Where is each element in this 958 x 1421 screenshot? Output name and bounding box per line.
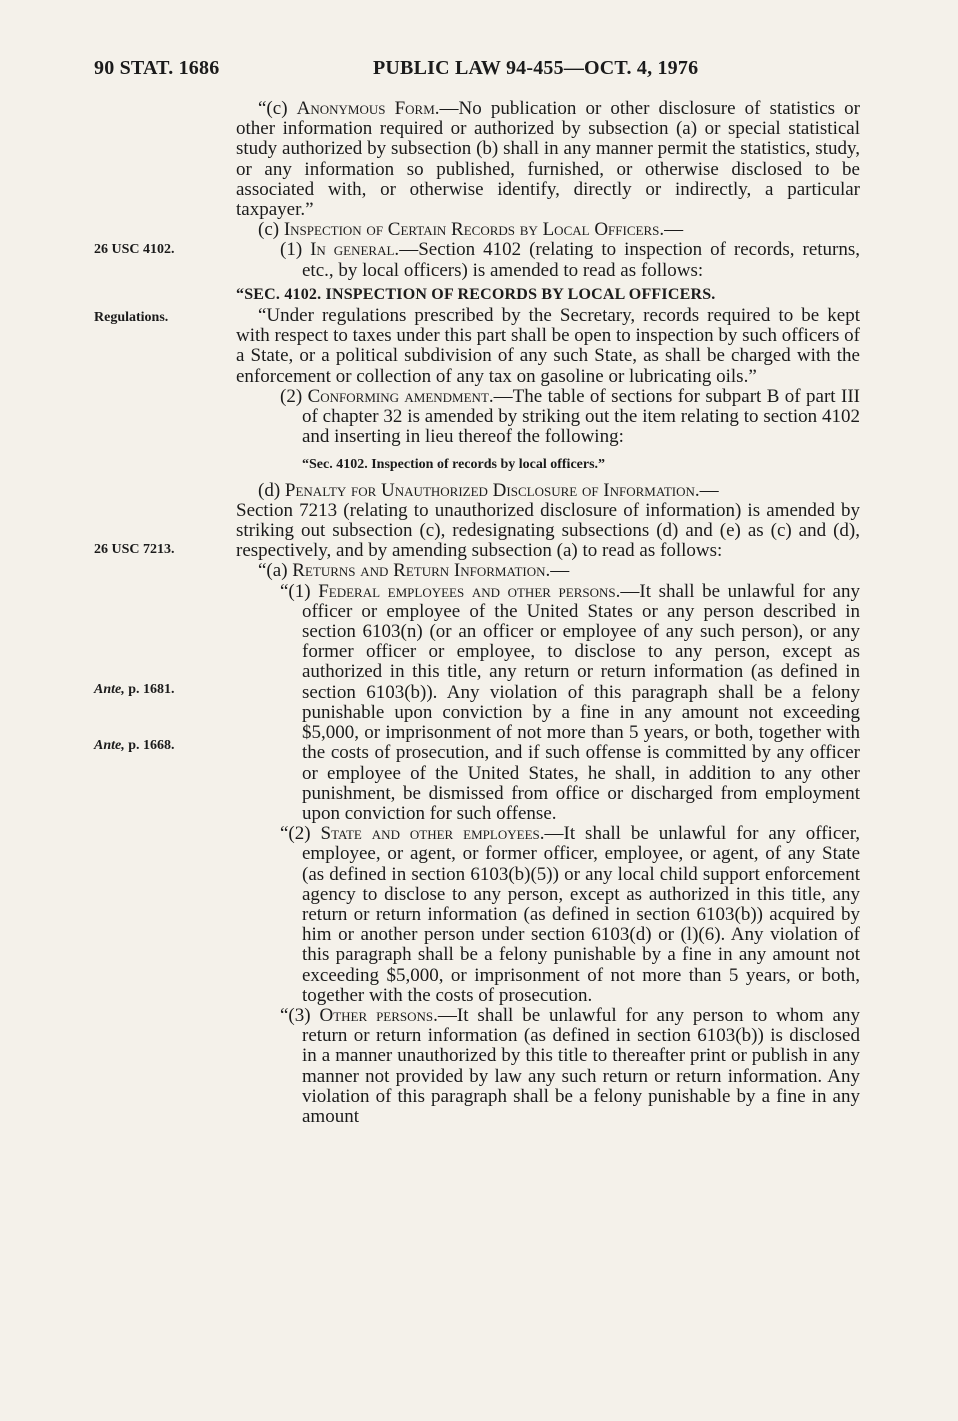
subsection-c-inspection-heading (236, 220, 860, 240)
paragraph-number: “(c) (258, 98, 297, 119)
section-4102-text: “Under regulations prescribed by the Secretary, records required to be kept with respect to taxes under this part shall be open to inspection by such officers of a State, or a political subdivision of any such State, as shall be charged with the enforcement or collection of any tax on gasoline or lubricating oils.” (236, 305, 860, 387)
paragraph-number: “(2) (280, 823, 321, 845)
section-4102-heading: “SEC. 4102. INSPECTION OF RECORDS BY LOCAL OFFICERS. (236, 285, 716, 303)
paragraph-dash: — (550, 560, 570, 582)
subsection-d-penalty-heading (236, 481, 860, 501)
paragraph-number: (c) (258, 219, 284, 241)
paragraph-a3-other-persons (280, 1004, 860, 1127)
page-stat-number: 90 STAT. 1686 (94, 57, 220, 79)
paragraph-c1-in-general (280, 239, 861, 281)
paragraph-heading: Returns and Return Information. (292, 560, 551, 582)
margin-note-regulations: Regulations. (94, 310, 169, 325)
subsection-d-text: Section 7213 (relating to unauthorized disclosure of information) is amended by striking out subsection (c), redesignating subsections (d) and (e) as (c) and (d), respectively, and by amending subsection (a) to read as follows: (236, 499, 860, 562)
paragraph-heading: Federal employees and other persons. (318, 580, 621, 602)
page-running-title: PUBLIC LAW 94-455—OCT. 4, 1976 (373, 57, 699, 79)
paragraph-number: (2) (280, 385, 308, 407)
paragraph-heading: Inspection of Certain Records by Local Officers. (283, 219, 665, 241)
statute-body (236, 99, 860, 1127)
margin-note-ante-label: Ante, (94, 738, 125, 753)
paragraph-number: “(a) (258, 560, 293, 582)
paragraph-dash: — (664, 219, 684, 241)
paragraph-c-anonymous-form (236, 99, 860, 220)
paragraph-heading: Penalty for Unauthorized Disclosure of Information. (284, 479, 700, 501)
paragraph-number: “(3) (280, 1004, 320, 1026)
subsection-a-returns-heading (236, 561, 860, 581)
margin-note-page-ref: p. 1668. (124, 738, 175, 753)
margin-note-26-usc-4102: 26 USC 4102. (94, 242, 175, 257)
paragraph-text: —The table of sections for subpart B of part III of chapter 32 is amended by striking out the item relating to section 4102 and inserting in lieu thereof the following: (302, 385, 860, 448)
paragraph-a2-state-employees (280, 823, 861, 1006)
paragraph-heading: State and other employees. (320, 823, 545, 845)
paragraph-number: “(1) (280, 580, 319, 602)
paragraph-dash: — (699, 479, 719, 501)
paragraph-text: —No publication or other disclosure of statistics or other information required or authorized by subsection (a) or special statistical study authorized by subsection (b) shall in any manner permit the statistics, study, or any information so published, furnished, or otherwise disclosed to be associated with, or otherwise identify, directly or indirectly, a particular taxpayer.” (236, 98, 860, 221)
margin-note-26-usc-7213: 26 USC 7213. (94, 542, 175, 557)
margin-note-ante-label: Ante, (94, 682, 125, 697)
paragraph-text: —Section 4102 (relating to inspection of records, returns, etc., by local officers) is amended to read as follows: (302, 239, 861, 281)
paragraph-a1-federal-employees (280, 580, 860, 824)
margin-note-ante-1668 (94, 738, 175, 754)
paragraph-text: —It shall be unlawful for any officer or employee of the United States or any person described in section 6103(n) (or an officer or employee of any such person), or any former officer or employee, to disclose to any person, except as authorized in this title, any return or return information (as defined in section 6103(b)). Any violation of this paragraph shall be a felony punishable upon conviction by a fine in any amount not exceeding $5,000, or imprisonment of not more than 5 years, or both, together with the costs of prosecution, and if such offense is committed by any officer or employee of the United States, he shall, in addition to any other punishment, be dismissed from office or discharged from employment upon conviction for such offense. (302, 580, 860, 824)
paragraph-heading: In general. (310, 239, 400, 261)
paragraph-number: (d) (258, 479, 285, 501)
paragraph-c2-conforming-amendment (280, 385, 860, 448)
margin-note-page-ref: p. 1681. (124, 682, 175, 697)
paragraph-number: (1) (280, 239, 311, 261)
paragraph-text: —It shall be unlawful for any person to whom any return or return information (as defined in section 6103(b)) is disclosed in a manner unauthorized by this title to thereafter print or publish in any manner not provided by law any such return or return information. Any violation of this paragraph shall be a felony punishable by a fine in any amount (302, 1004, 860, 1127)
paragraph-heading: Other persons. (319, 1004, 438, 1026)
margin-note-ante-1681 (94, 682, 175, 698)
table-of-sections-entry: “Sec. 4102. Inspection of records by local officers.” (302, 457, 606, 473)
paragraph-heading: Conforming amendment. (307, 385, 494, 407)
paragraph-heading: Anonymous Form. (296, 98, 440, 119)
paragraph-text: —It shall be unlawful for any officer, employee, or agent, or former officer, employee, or agent, of any State (as defined in section 6103(b)(5)) or any local child support enforcement agency to disclose to any person, except as authorized in this title, any return or return information (as defined in section 6103(b)) acquired by him or another person under section 6103(d) or (l)(6). Any violation of this paragraph shall be a felony punishable by a fine in any amount not exceeding $5,000, or imprisonment of not more than 5 years, or both, together with the costs of prosecution. (302, 823, 861, 1006)
